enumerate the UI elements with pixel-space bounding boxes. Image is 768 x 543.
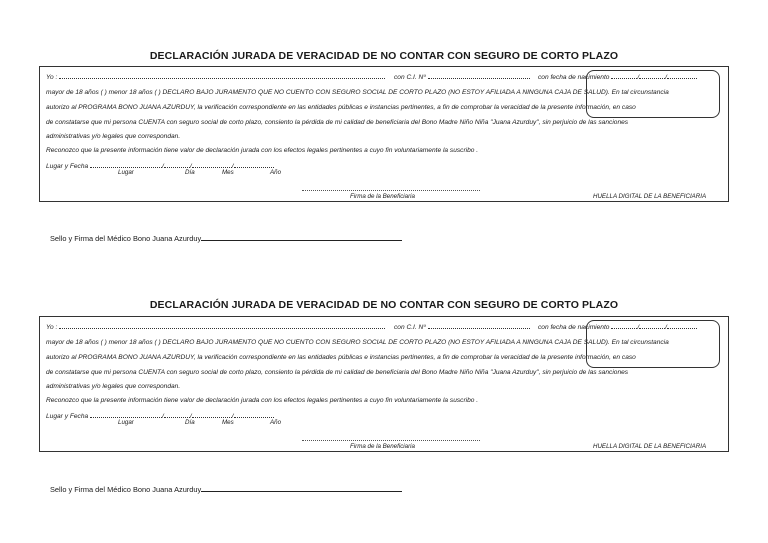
place-field[interactable]	[90, 411, 162, 418]
signature-caption: Firma de la Beneficiaria	[350, 193, 415, 200]
signature-line[interactable]	[302, 440, 480, 441]
day-field[interactable]	[164, 411, 190, 418]
birthdate-row: con fecha de nacimiento / /	[538, 72, 697, 81]
signature-line[interactable]	[302, 190, 480, 191]
month-field[interactable]	[192, 411, 232, 418]
month-caption: Mes	[222, 419, 234, 426]
signature-caption: Firma de la Beneficiaria	[350, 443, 415, 450]
doctor-signature-row	[50, 484, 402, 494]
declaration-line-4: de constatarse que mi persona CUENTA con seguro social de corto plazo, consiento la pérdida de mi calidad de beneficiaria del Bono Madre Niño Niña "Juana Azurduy", sin perjuicio de las sanciones	[46, 119, 629, 126]
declaration-line-5: administrativas y/o legales que correspondan.	[46, 133, 181, 140]
yo-label: Yo :	[46, 324, 58, 331]
yo-label: Yo :	[46, 74, 58, 81]
doctor-signature-row	[50, 233, 402, 243]
year-field[interactable]	[234, 411, 274, 418]
declaration-line-5: administrativas y/o legales que correspondan.	[46, 383, 181, 390]
fingerprint-box[interactable]	[586, 320, 720, 368]
month-caption: Mes	[222, 169, 234, 176]
doctor-signature-label: Sello y Firma del Médico Bono Juana Azurduy	[50, 485, 202, 494]
fingerprint-box[interactable]	[586, 70, 720, 118]
declaration-line-4: de constatarse que mi persona CUENTA con seguro social de corto plazo, consiento la pérdida de mi calidad de beneficiaria del Bono Madre Niño Niña "Juana Azurduy", sin perjuicio de las sanciones	[46, 369, 629, 376]
place-date-label: Lugar y Fecha	[46, 413, 89, 420]
place-caption: Lugar	[118, 169, 134, 176]
declaration-line-3: autorizo al PROGRAMA BONO JUANA AZURDUY, la verificación correspondiente en las entidades públicas e instancias pertinentes, a fin de comprobar la veracidad de la presente información, en caso	[46, 104, 636, 111]
place-field[interactable]	[90, 161, 162, 168]
doctor-signature-line[interactable]	[201, 484, 402, 492]
fingerprint-caption: HUELLA DIGITAL DE LA BENEFICIARIA	[593, 193, 707, 200]
ci-label: con C.I. Nº	[394, 74, 426, 81]
form-title: DECLARACIÓN JURADA DE VERACIDAD DE NO CONTAR CON SEGURO DE CORTO PLAZO	[149, 50, 619, 62]
ci-field[interactable]	[428, 72, 530, 79]
ci-row	[394, 72, 530, 81]
place-date-label: Lugar y Fecha	[46, 163, 89, 170]
year-caption: Año	[270, 169, 282, 176]
ci-field[interactable]	[428, 322, 530, 329]
declaration-line-2: mayor de 18 años ( ) menor 18 años ( ) DECLARO BAJO JURAMENTO QUE NO CUENTO CON SEGURO SOCIAL DE CORTO PLAZO (NO ESTOY AFILIADA A NINGUNA CAJA DE SALUD). En tal circunstancia	[46, 339, 669, 346]
ci-row	[394, 322, 530, 331]
year-caption: Año	[270, 419, 282, 426]
declaration-line-6: Reconozco que la presente información tiene valor de declaración jurada con los efectos legales pertinentes a cuyo fin voluntariamente la suscribo .	[46, 397, 479, 404]
name-field[interactable]	[59, 322, 385, 329]
day-caption: Día	[185, 169, 195, 176]
declaration-box	[39, 66, 729, 202]
ci-label: con C.I. Nº	[394, 324, 426, 331]
declaration-line-2: mayor de 18 años ( ) menor 18 años ( ) DECLARO BAJO JURAMENTO QUE NO CUENTO CON SEGURO SOCIAL DE CORTO PLAZO (NO ESTOY AFILIADA A NINGUNA CAJA DE SALUD). En tal circunstancia	[46, 89, 669, 96]
day-caption: Día	[185, 419, 195, 426]
name-field[interactable]	[59, 72, 385, 79]
place-date-row: Lugar y Fecha / / /	[46, 161, 274, 170]
fingerprint-caption: HUELLA DIGITAL DE LA BENEFICIARIA	[593, 443, 707, 450]
birthdate-row: con fecha de nacimiento / /	[538, 322, 697, 331]
declaration-line-3: autorizo al PROGRAMA BONO JUANA AZURDUY, la verificación correspondiente en las entidades públicas e instancias pertinentes, a fin de comprobar la veracidad de la presente información, en caso	[46, 354, 636, 361]
place-date-row: Lugar y Fecha / / /	[46, 411, 274, 420]
name-row	[46, 72, 385, 81]
birthdate-label: con fecha de nacimiento	[538, 74, 610, 81]
place-caption: Lugar	[118, 419, 134, 426]
doctor-signature-line[interactable]	[201, 233, 402, 241]
declaration-box	[39, 316, 729, 452]
birthdate-label: con fecha de nacimiento	[538, 324, 610, 331]
doctor-signature-label: Sello y Firma del Médico Bono Juana Azurduy	[50, 234, 202, 243]
name-row	[46, 322, 385, 331]
month-field[interactable]	[192, 161, 232, 168]
day-field[interactable]	[164, 161, 190, 168]
declaration-line-6: Reconozco que la presente información tiene valor de declaración jurada con los efectos legales pertinentes a cuyo fin voluntariamente la suscribo .	[46, 147, 479, 154]
form-title: DECLARACIÓN JURADA DE VERACIDAD DE NO CONTAR CON SEGURO DE CORTO PLAZO	[149, 299, 619, 311]
year-field[interactable]	[234, 161, 274, 168]
